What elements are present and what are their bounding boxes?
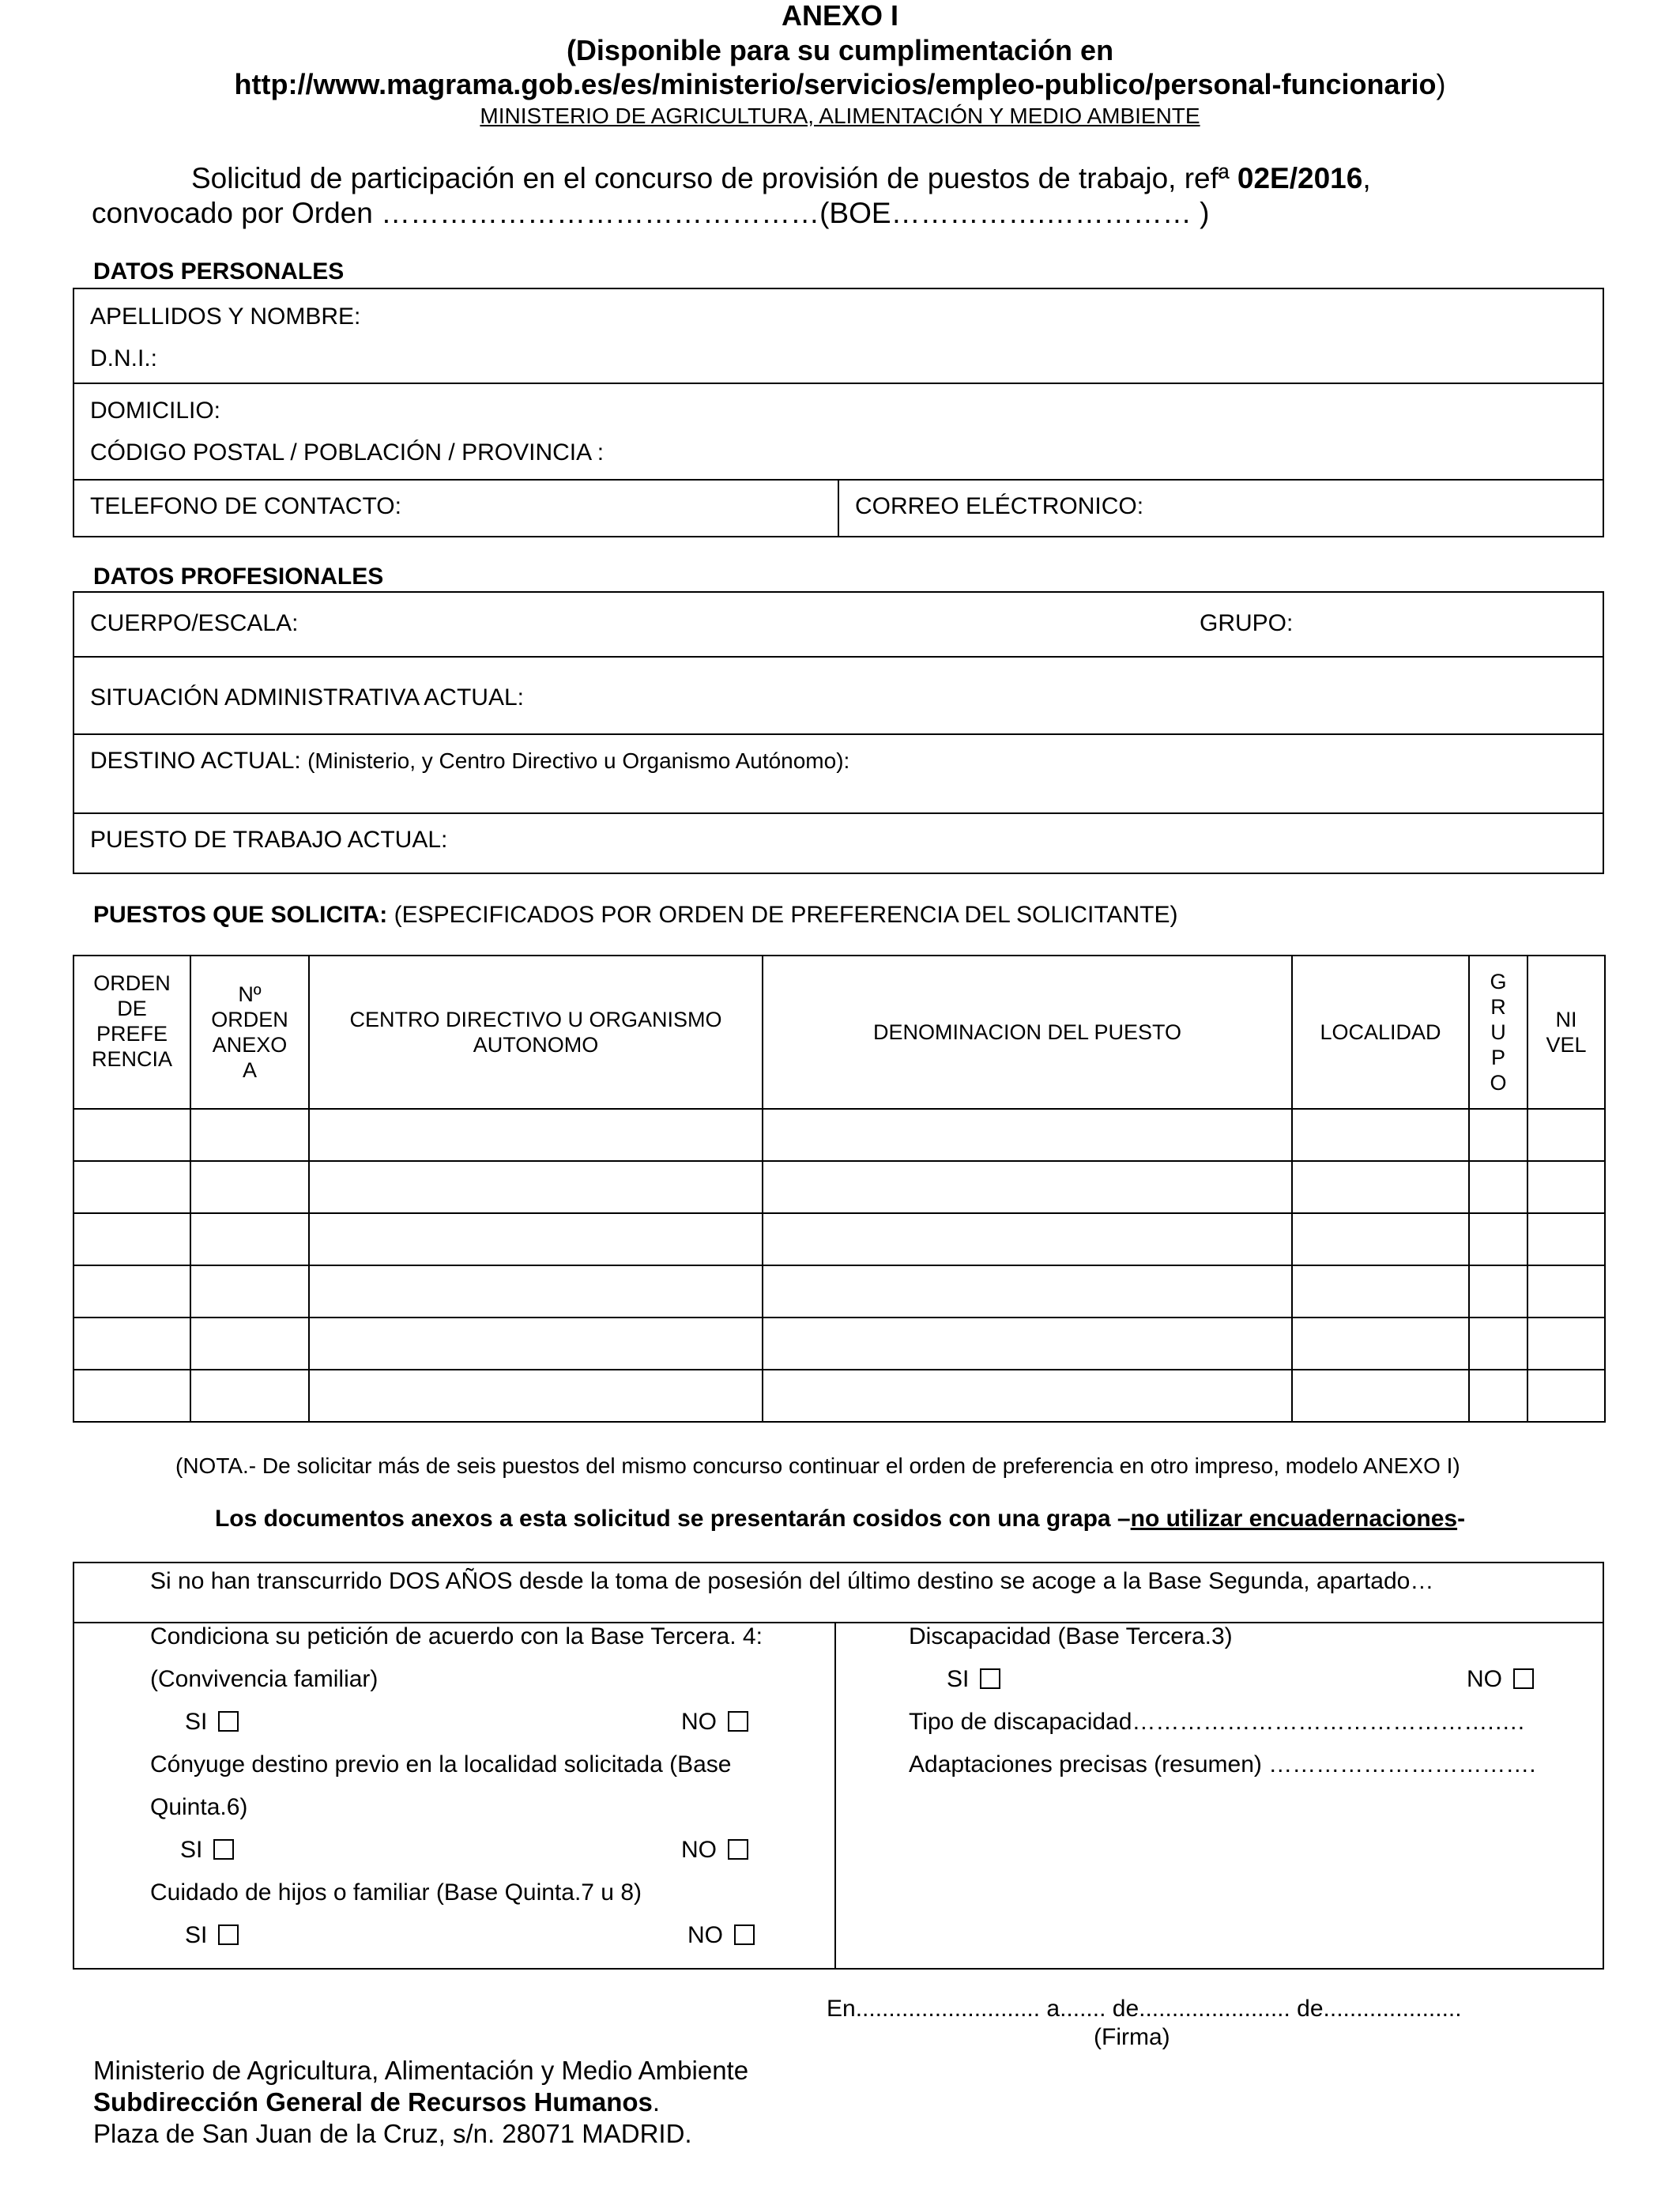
professional-data-box (73, 591, 1604, 874)
table-cell[interactable] (1527, 1109, 1605, 1161)
table-cell[interactable] (309, 1161, 763, 1213)
url-close: ) (1436, 68, 1446, 100)
personal-data-title: DATOS PERSONALES (93, 258, 345, 285)
conditions-box (73, 1562, 1604, 1970)
footer-department-name: Subdirección General de Recursos Humanos (93, 2087, 653, 2117)
table-cell[interactable] (73, 1213, 190, 1265)
table-cell[interactable] (73, 1265, 190, 1318)
current-post-label: PUESTO DE TRABAJO ACTUAL: (90, 827, 448, 853)
table-cell[interactable] (309, 1370, 763, 1422)
name-label: APELLIDOS Y NOMBRE: (90, 303, 361, 330)
table-cell[interactable] (1469, 1161, 1527, 1213)
disability-yes-option[interactable]: SI (947, 1666, 1000, 1693)
table-cell[interactable] (73, 1109, 190, 1161)
checkbox[interactable] (218, 1924, 239, 1945)
intro-comma: , (1362, 162, 1371, 194)
divider (838, 479, 839, 536)
warning-end: - (1457, 1506, 1466, 1532)
checkbox[interactable] (734, 1924, 755, 1945)
intro-line-2: convocado por Orden ………………………………………(BOE…………….…………… ) (92, 197, 1210, 229)
children-care-label: Cuidado de hijos o familiar (Base Quinta.7 u 8) (150, 1879, 642, 1906)
ministry-url[interactable]: http://www.magrama.gob.es/es/ministerio/servicios/empleo-publico/personal-funcionario (234, 68, 1437, 100)
adaptations-label: Adaptaciones precisas (resumen) ……………………………. (909, 1751, 1536, 1777)
table-cell[interactable] (1292, 1265, 1469, 1318)
table-cell[interactable] (309, 1213, 763, 1265)
email-label: CORREO ELÉCTRONICO: (855, 493, 1144, 519)
table-cell[interactable] (1527, 1265, 1605, 1318)
disability-type-label: Tipo de discapacidad……………………………………….…. (909, 1709, 1525, 1735)
table-row (73, 1109, 1605, 1161)
destination-label-text: DESTINO ACTUAL: (90, 748, 301, 774)
family-condition-line-2: (Convivencia familiar) (150, 1666, 379, 1692)
spouse-line-1: Cónyuge destino previo en la localidad solicitada (Base (150, 1751, 732, 1777)
personal-data-box (73, 288, 1604, 537)
destination-note: (Ministerio, y Centro Directivo u Organismo Autónomo): (307, 748, 850, 773)
professional-data-title: DATOS PROFESIONALES (93, 564, 384, 590)
divider (74, 733, 1603, 735)
table-cell[interactable] (1292, 1161, 1469, 1213)
divider (74, 656, 1603, 658)
col-header-directive-centre: CENTRO DIRECTIVO U ORGANISMO AUTONOMO (309, 956, 763, 1109)
table-cell[interactable] (1469, 1370, 1527, 1422)
dni-label: D.N.I.: (90, 345, 158, 371)
table-cell[interactable] (763, 1109, 1292, 1161)
spouse-no-option[interactable]: NO (681, 1837, 748, 1864)
checkbox[interactable] (1513, 1668, 1534, 1689)
table-cell[interactable] (1527, 1370, 1605, 1422)
table-cell[interactable] (1292, 1109, 1469, 1161)
intro-line-1 (191, 160, 1371, 197)
table-cell[interactable] (309, 1265, 763, 1318)
table-row (73, 1318, 1605, 1370)
children-no-option[interactable]: NO (687, 1922, 755, 1949)
table-cell[interactable] (1469, 1213, 1527, 1265)
intro-text: Solicitud de participación en el concurso de provisión de puestos de trabajo, refª (191, 162, 1230, 194)
table-cell[interactable] (1469, 1318, 1527, 1370)
address-label: DOMICILIO: (90, 398, 221, 424)
footer-department-end: . (652, 2087, 661, 2117)
family-no-option[interactable]: NO (681, 1709, 748, 1736)
table-cell[interactable] (763, 1265, 1292, 1318)
col-header-preference-order: ORDEN DE PREFE RENCIA (73, 956, 190, 1109)
table-cell[interactable] (190, 1318, 309, 1370)
footer-department (93, 2087, 660, 2118)
table-cell[interactable] (1292, 1370, 1469, 1422)
destination-label (90, 748, 849, 775)
table-row (73, 1265, 1605, 1318)
disability-no-option[interactable]: NO (1467, 1666, 1534, 1693)
table-cell[interactable] (1292, 1213, 1469, 1265)
divider (74, 812, 1603, 814)
spouse-yes-option[interactable]: SI (180, 1837, 234, 1864)
spouse-line-2: Quinta.6) (150, 1794, 248, 1820)
family-yes-option[interactable]: SI (185, 1709, 239, 1736)
table-cell[interactable] (1527, 1161, 1605, 1213)
table-row (73, 1370, 1605, 1422)
table-cell[interactable] (1469, 1109, 1527, 1161)
family-condition-line-1: Condiciona su petición de acuerdo con la Base Tercera. 4: (150, 1623, 763, 1649)
checkbox[interactable] (728, 1839, 748, 1860)
table-row (73, 1161, 1605, 1213)
warning-text: Los documentos anexos a esta solicitud se presentarán cosidos con una grapa – (214, 1506, 1131, 1532)
checkbox[interactable] (980, 1668, 1000, 1689)
situation-label: SITUACIÓN ADMINISTRATIVA ACTUAL: (90, 684, 524, 711)
table-cell[interactable] (763, 1370, 1292, 1422)
col-header-level: NI VEL (1527, 956, 1605, 1109)
checkbox[interactable] (218, 1711, 239, 1732)
attachments-warning (0, 1505, 1680, 1533)
table-cell[interactable] (309, 1318, 763, 1370)
footer-ministry: Ministerio de Agricultura, Alimentación y Medio Ambiente (93, 2056, 749, 2085)
requested-posts-subtitle: (ESPECIFICADOS POR ORDEN DE PREFERENCIA DEL SOLICITANTE) (394, 902, 1178, 928)
table-cell[interactable] (309, 1109, 763, 1161)
two-years-text: Si no han transcurrido DOS AÑOS desde la toma de posesión del último destino se acoge a la Base Segunda, apartado… (150, 1568, 1434, 1594)
children-yes-option[interactable]: SI (185, 1922, 239, 1949)
table-cell[interactable] (190, 1370, 309, 1422)
group-label: GRUPO: (1200, 610, 1294, 636)
checkbox[interactable] (213, 1839, 234, 1860)
ministry-name: MINISTERIO DE AGRICULTURA, ALIMENTACIÓN Y MEDIO AMBIENTE (480, 104, 1200, 128)
warning-underlined: no utilizar encuadernaciones (1130, 1506, 1458, 1532)
divider (74, 383, 1603, 384)
table-cell[interactable] (73, 1161, 190, 1213)
reference-number: 02E/2016 (1237, 162, 1363, 194)
table-cell[interactable] (1527, 1213, 1605, 1265)
divider (834, 1622, 836, 1968)
table-cell[interactable] (190, 1213, 309, 1265)
table-cell[interactable] (1292, 1318, 1469, 1370)
table-cell[interactable] (73, 1318, 190, 1370)
col-header-annex-number: Nº ORDEN ANEXO A (190, 956, 309, 1109)
table-cell[interactable] (763, 1213, 1292, 1265)
table-cell[interactable] (190, 1109, 309, 1161)
table-row (73, 1213, 1605, 1265)
corps-label: CUERPO/ESCALA: (90, 610, 299, 636)
col-header-post-name: DENOMINACION DEL PUESTO (763, 956, 1292, 1109)
col-header-locality: LOCALIDAD (1292, 956, 1469, 1109)
postal-label: CÓDIGO POSTAL / POBLACIÓN / PROVINCIA : (90, 439, 605, 466)
table-cell[interactable] (1527, 1318, 1605, 1370)
signature-label: (Firma) (1094, 2024, 1170, 2050)
table-cell[interactable] (190, 1265, 309, 1318)
annex-title: ANEXO I (781, 0, 899, 32)
table-cell[interactable] (190, 1161, 309, 1213)
table-header-row (73, 956, 1605, 1109)
checkbox[interactable] (728, 1711, 748, 1732)
table-cell[interactable] (1469, 1265, 1527, 1318)
requested-posts-table (73, 955, 1606, 1423)
place-date-line: En............................ a....... de....................... de..................... (827, 1996, 1462, 2022)
footer-address: Plaza de San Juan de la Cruz, s/n. 28071 MADRID. (93, 2119, 692, 2148)
url-line (0, 66, 1680, 103)
phone-label: TELEFONO DE CONTACTO: (90, 493, 401, 519)
table-cell[interactable] (73, 1370, 190, 1422)
table-cell[interactable] (763, 1318, 1292, 1370)
requested-posts-heading: PUESTOS QUE SOLICITA: (93, 902, 388, 928)
table-note: (NOTA.- De solicitar más de seis puestos del mismo concurso continuar el orden de preferencia en otro impreso, modelo ANEXO I) (175, 1453, 1460, 1478)
disability-label: Discapacidad (Base Tercera.3) (909, 1623, 1233, 1649)
availability-line: (Disponible para su cumplimentación en (566, 34, 1114, 66)
requested-posts-title (93, 901, 1177, 929)
table-cell[interactable] (763, 1161, 1292, 1213)
col-header-group: G R U P O (1469, 956, 1527, 1109)
